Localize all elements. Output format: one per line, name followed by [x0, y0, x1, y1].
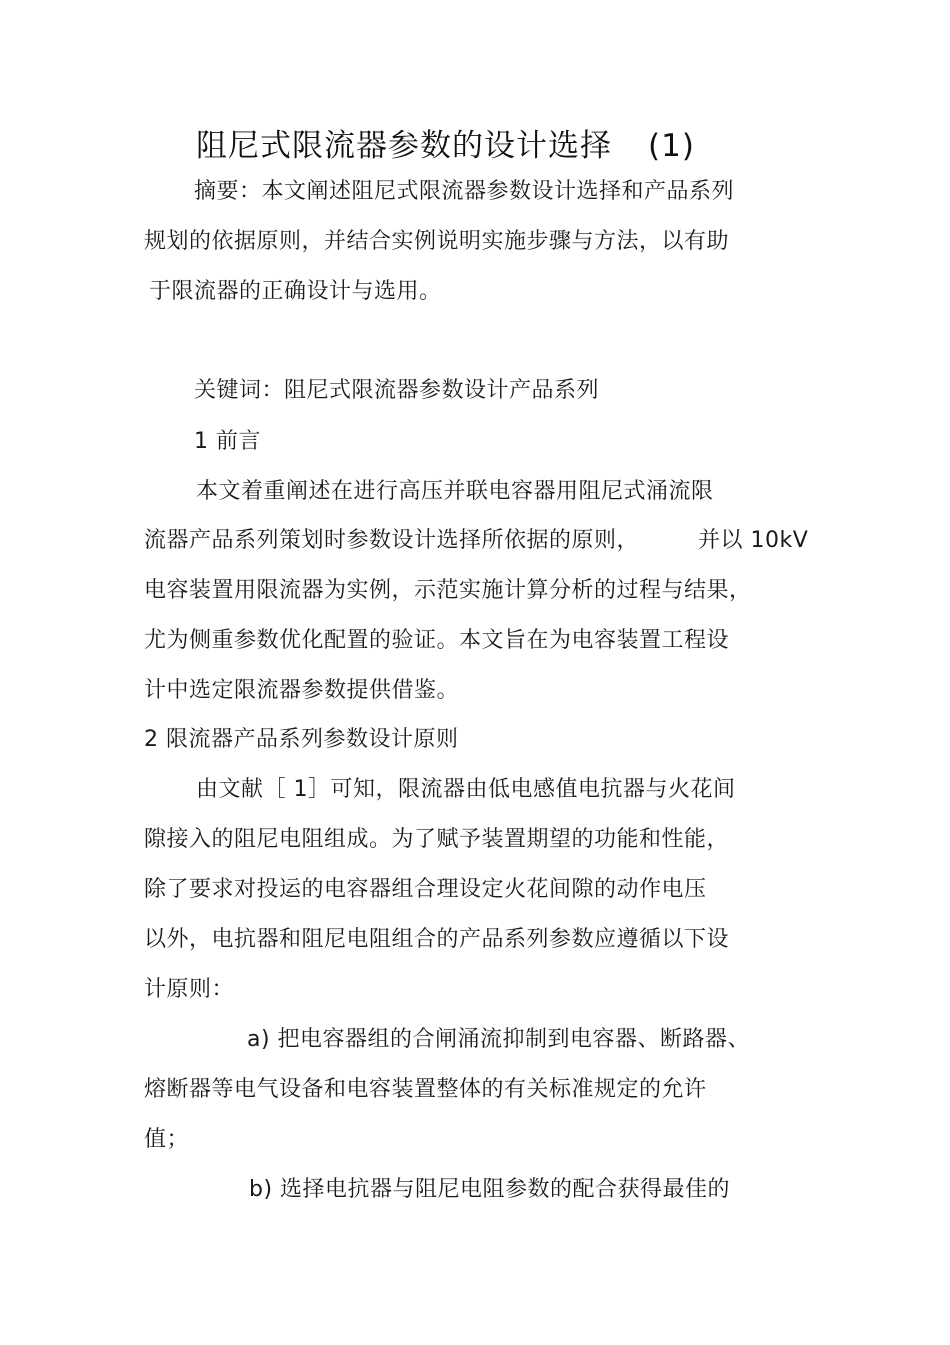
- body-line: 尤为侧重参数优化配置的验证。本文旨在为电容装置工程设: [144, 628, 730, 653]
- body-line: 本文着重阐述在进行高压并联电容器用阻尼式涌流限: [196, 479, 714, 504]
- body-line: 除了要求对投运的电容器组合理设定火花间隙的动作电压: [144, 877, 707, 902]
- body-line: 计原则：: [144, 977, 235, 1002]
- list-item-b: b) 选择电抗器与阻尼电阻参数的配合获得最佳的: [249, 1177, 731, 1202]
- body-line: 由文献［ 1］可知，限流器由低电感值电抗器与火花间: [196, 777, 736, 802]
- body-line: 并以 10kV: [698, 528, 809, 553]
- body-line: 流器产品系列策划时参数设计选择所依据的原则，: [144, 528, 640, 553]
- list-item-a: a) 把电容器组的合闸涌流抑制到电容器、断路器、: [247, 1027, 751, 1052]
- body-line: 以外，电抗器和阻尼电阻组合的产品系列参数应遵循以下设: [144, 927, 730, 952]
- heading-2: 2 限流器产品系列参数设计原则: [144, 727, 459, 752]
- keywords-line: 关键词：阻尼式限流器参数设计产品系列: [194, 378, 600, 403]
- heading-1: 1 前言: [194, 429, 261, 454]
- body-line: 熔断器等电气设备和电容装置整体的有关标准规定的允许: [144, 1077, 707, 1102]
- abstract-line-1: 摘要：本文阐述阻尼式限流器参数设计选择和产品系列: [194, 179, 735, 204]
- abstract-line-2: 规划的依据原则，并结合实例说明实施步骤与方法，以有助: [144, 229, 730, 254]
- body-line: 计中选定限流器参数提供借鉴。: [144, 678, 460, 703]
- body-line: 值；: [144, 1127, 190, 1152]
- body-line: 隙接入的阻尼电阻组成。为了赋予装置期望的功能和性能，: [144, 827, 730, 852]
- document-title: [196, 124, 695, 168]
- title-text: 阻尼式限流器参数的设计选择: [196, 128, 612, 164]
- abstract-line-3: 于限流器的正确设计与选用。: [149, 279, 442, 304]
- body-line: 电容装置用限流器为实例，示范实施计算分析的过程与结果，: [144, 578, 752, 603]
- title-suffix: (1): [648, 128, 695, 164]
